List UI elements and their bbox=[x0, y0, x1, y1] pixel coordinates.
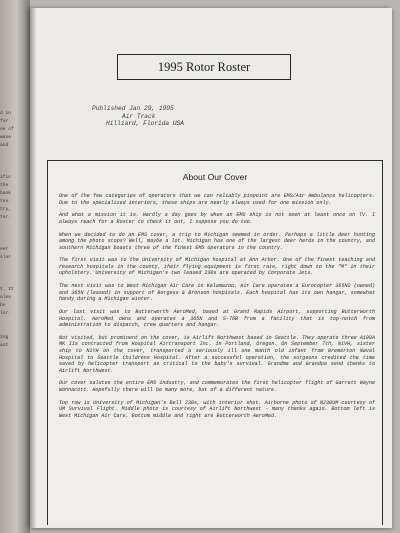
facing-page-fragment: wase bbox=[0, 135, 12, 140]
facing-page-fragment: eer bbox=[0, 247, 9, 252]
facing-page-fragment: for bbox=[0, 119, 9, 124]
cover-text-body bbox=[59, 193, 375, 425]
facing-page-fragment: se of bbox=[0, 127, 14, 132]
paragraph: The first visit was to the University of Michigan hospital at Ann Arbor. One of the finest teaching and research hospitals in the county, their flying equipment is first rate, right down to the "M" in their upholstery. University of Michigan's two leased 230s are operated by Corporate Jets. bbox=[59, 257, 375, 277]
facing-page-fragment: bank bbox=[0, 191, 12, 196]
publisher-location: Hilliard, Florida USA bbox=[106, 120, 184, 128]
document-page bbox=[30, 8, 392, 528]
paragraph: Not visited, but prominent on the cover, is Airlift Northwest based in Seattle. They operate three A109A MK IIs contracted from Hospital Airtransport Inc. in Portland, Oregon. On September 7th, N1VH, sister ship to N1YH on the cover, transported a seriously ill one month old infant from Bremerton Naval Hospital to Seattle Childrens Hospital. After a successful operation, the surgeons credited the time saved by helicopter transport as critical to the baby's survival. Grandma and Grandpa send thanks to Airlift Northwest. bbox=[59, 334, 375, 374]
about-cover-section bbox=[47, 160, 383, 525]
paragraph: One of the few categories of operators that we can reliably pinpoint are EMS/Air Ambulance helicopters. Due to the specialized interiors, these ships are nearly always used for one mission only. bbox=[59, 193, 375, 206]
facing-page-fragment bbox=[0, 238, 26, 246]
facing-page-fragment: ant bbox=[0, 343, 9, 348]
facing-page-fragment bbox=[0, 150, 26, 158]
facing-page-fragment: try, bbox=[0, 207, 12, 212]
facing-page-fragment bbox=[0, 166, 26, 174]
section-heading: About Our Cover bbox=[182, 172, 248, 182]
facing-page-fragment bbox=[0, 278, 26, 286]
facing-page-fragment: the bbox=[0, 183, 9, 188]
page-binding-shadow bbox=[30, 8, 36, 528]
facing-page-fragment bbox=[0, 262, 26, 270]
paragraph: Our last visit was to Butterworth AeroMed, based at Grand Rapids Airport, supporting Butterworth Hospital. AeroMed owns and operates a 365N and S-76B from a facility that is top-notch from administration to dispatch, crew quarters and hangar. bbox=[59, 309, 375, 329]
facing-page-fragment bbox=[0, 222, 26, 230]
paragraph: When we decided to do an EMS cover, a trip to Michigan seemed in order. Perhaps a little deer hunting among the photo stops? Well, maybe a lot. Michigan has one of the largest deer herds in the country, and southern Michigan boasts three of the finest EMS operators in the country. bbox=[59, 231, 375, 251]
facing-page-fragment: slar bbox=[0, 255, 12, 260]
facing-page-fragment: be bbox=[0, 303, 6, 308]
facing-page-fragment bbox=[0, 158, 26, 166]
facing-page-fragment bbox=[0, 230, 26, 238]
facing-page-fragment: ales bbox=[0, 295, 12, 300]
publication-info bbox=[92, 105, 184, 128]
facing-page-fragment bbox=[0, 270, 26, 278]
facing-page-fragment: d in bbox=[0, 111, 12, 116]
facing-page-fragment: ing bbox=[0, 335, 9, 340]
facing-page-fragment bbox=[0, 326, 26, 334]
facing-page-fragment: t. It bbox=[0, 287, 14, 292]
paragraph: The next visit was to West Michigan Air Care in Kalamazoo. Air Care operates a Eurocopter 365N2 (owned) and 365N (leased) in support of Borgess & Bronson hospitals. Each hospital has its own hangar, somewhat handy during a Michigan winter. bbox=[59, 283, 375, 303]
published-date: Published Jan 29, 1995 bbox=[92, 105, 174, 112]
facing-page-text-fragments bbox=[0, 110, 26, 350]
facing-page-fragment: ific bbox=[0, 175, 12, 180]
facing-page-fragment: and bbox=[0, 143, 9, 148]
publisher-name: Air Track bbox=[122, 112, 156, 120]
facing-page-fragment: lor. bbox=[0, 311, 12, 316]
page-title bbox=[117, 54, 291, 80]
paragraph: Our cover salutes the entire EMS industry, and commemorates the first helicopter flight of Garrett Wayne Wonnacott. Hopefully there will be many more, but of a different nature. bbox=[59, 380, 375, 393]
paragraph: And what a mission it is. Hardly a day goes by when an EMS ship is not seen at least once on TV. I always reach for a Roster to check it out, I suppose you do too. bbox=[59, 212, 375, 225]
page-title-text: 1995 Rotor Roster bbox=[157, 59, 251, 74]
facing-page-fragment bbox=[0, 318, 26, 326]
facing-page-fragment: tes. bbox=[0, 199, 12, 204]
facing-page-fragment: ter. bbox=[0, 215, 12, 220]
paragraph: Top row is University of Michigan's Bell 230s, with interior shot. Airborne photo of N230UM courtesy of UM Survival Flight. Middle photo is courtesy of Airlift Northwest - many thanks again. Bottom left is West Michigan Air Care. Bottom middle and right are Butterworth AeroMed. bbox=[59, 399, 375, 419]
